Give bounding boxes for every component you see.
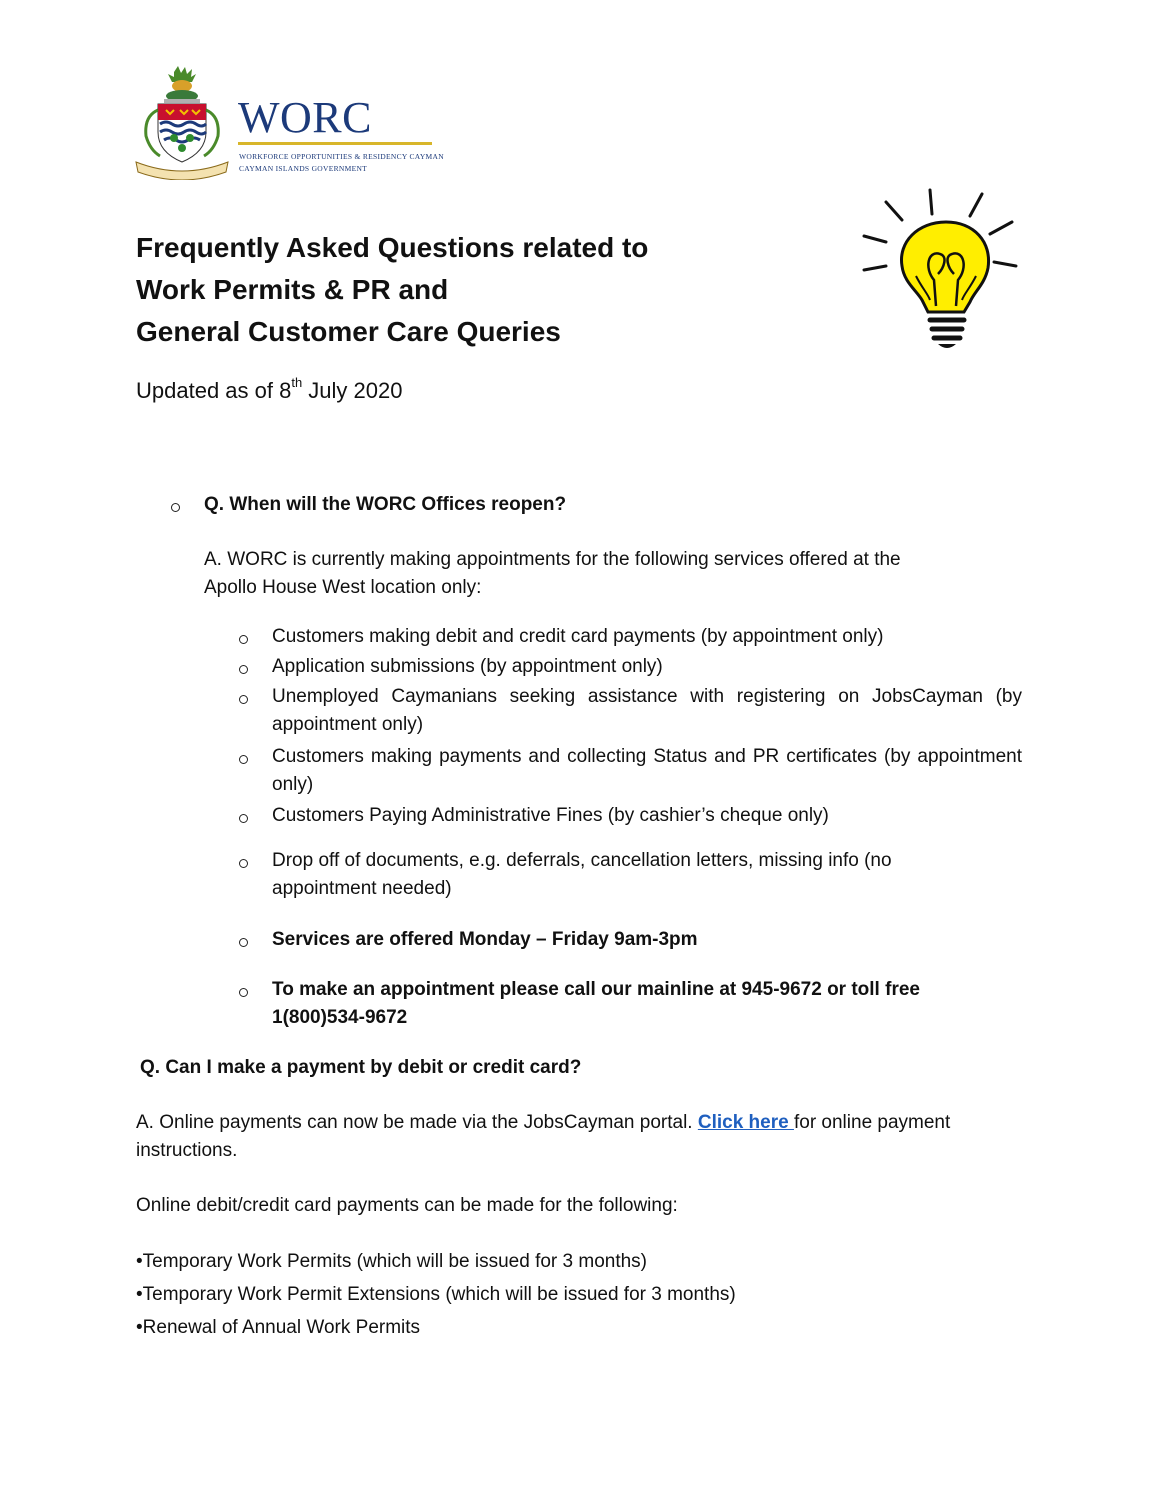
cayman-islands-coat-of-arms-icon	[134, 66, 230, 180]
list-item: Customers Paying Administrative Fines (by cashier’s cheque only)	[272, 805, 829, 826]
answer-text: for online payment instructions.	[136, 1112, 951, 1161]
list-item: •Renewal of Annual Work Permits	[136, 1317, 421, 1338]
logo-gold-rule	[238, 142, 432, 145]
lightbulb-icon	[856, 184, 1020, 354]
answer-text: A. Online payments can now be made via the JobsCayman portal.	[136, 1112, 698, 1133]
list-item: To make an appointment please call our mainline at 945-9672 or toll free 1(800)534-9672	[272, 979, 920, 1028]
page-title	[136, 227, 776, 353]
circle-bullet-icon	[239, 938, 248, 947]
logo-subtitle-line1: WORKFORCE OPPORTUNITIES & RESIDENCY CAYMAN	[239, 152, 444, 161]
faq-question: Q. Can I make a payment by debit or credit card?	[140, 1057, 582, 1078]
circle-bullet-icon	[171, 503, 180, 512]
list-item: •Temporary Work Permits (which will be issued for 3 months)	[136, 1251, 648, 1272]
list-item: Services are offered Monday – Friday 9am-3pm	[272, 929, 698, 950]
circle-bullet-icon	[239, 859, 248, 868]
circle-bullet-icon	[239, 635, 248, 644]
list-item: Drop off of documents, e.g. deferrals, cancellation letters, missing info (no appointment needed)	[272, 850, 892, 899]
list-item: Customers making debit and credit card payments (by appointment only)	[272, 626, 884, 647]
logo-wordmark: WORC	[238, 93, 372, 142]
list-item: Unemployed Caymanians seeking assistance with registering on JobsCayman (by appointment only)	[272, 686, 1022, 735]
title-line: Frequently Asked Questions related to	[136, 232, 649, 263]
updated-date	[136, 375, 403, 404]
faq-question: Q. When will the WORC Offices reopen?	[204, 494, 567, 515]
answer-line: Apollo House West location only:	[204, 577, 482, 598]
circle-bullet-icon	[239, 755, 248, 764]
paragraph: Online debit/credit card payments can be made for the following:	[136, 1195, 678, 1216]
click-here-link[interactable]: Click here	[697, 1112, 794, 1133]
circle-bullet-icon	[239, 988, 248, 997]
faq-answer	[204, 546, 901, 602]
list-item: Customers making payments and collecting Status and PR certificates (by appointment only)	[272, 746, 1022, 795]
list-item: •Temporary Work Permit Extensions (which will be issued for 3 months)	[136, 1284, 736, 1305]
faq-answer	[136, 1109, 1026, 1165]
title-line: General Customer Care Queries	[136, 316, 561, 347]
list-item: Application submissions (by appointment only)	[272, 656, 663, 677]
circle-bullet-icon	[239, 665, 248, 674]
answer-line: A. WORC is currently making appointments for the following services offered at the	[204, 549, 901, 570]
title-line: Work Permits & PR and	[136, 274, 449, 305]
circle-bullet-icon	[239, 695, 248, 704]
circle-bullet-icon	[239, 814, 248, 823]
updated-suffix: July 2020	[302, 378, 403, 403]
updated-prefix: Updated as of 8	[136, 378, 292, 403]
logo-subtitle-line2: CAYMAN ISLANDS GOVERNMENT	[239, 164, 368, 173]
updated-ordinal: th	[291, 375, 303, 390]
